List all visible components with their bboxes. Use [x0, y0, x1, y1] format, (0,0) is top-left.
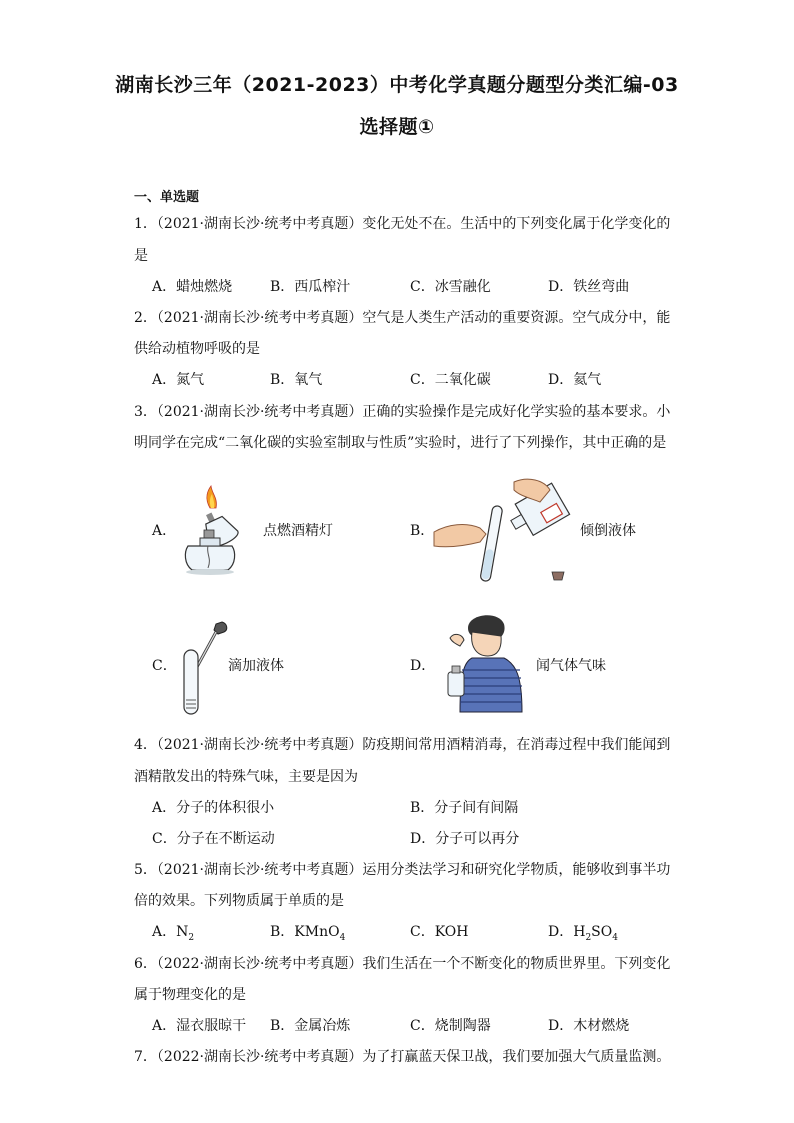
- dropping-liquid-illustration: [178, 620, 228, 720]
- q1-option-d: D．铁丝弯曲: [548, 279, 630, 295]
- q7-stem-line1: 7．（2022·湖南长沙·统考中考真题）为了打赢蓝天保卫战，我们要加强大气质量监测。: [134, 1049, 671, 1065]
- q6-option-a: A．湿衣服晾干: [152, 1018, 247, 1034]
- q1-option-a: A．蜡烛燃烧: [152, 279, 233, 295]
- q5-option-b: B．KMnO$_4$: [270, 924, 346, 943]
- q3-caption-a: 点燃酒精灯: [263, 523, 333, 539]
- q3-caption-c: 滴加液体: [228, 658, 284, 674]
- q2-option-a: A．氮气: [152, 372, 205, 388]
- q6-stem-line1: 6．（2022·湖南长沙·统考中考真题）我们生活在一个不断变化的物质世界里。下列变化: [134, 956, 671, 972]
- q3-stem-line1: 3．（2021·湖南长沙·统考中考真题）正确的实验操作是完成好化学实验的基本要求。小: [134, 404, 671, 420]
- q3-caption-b: 倾倒液体: [580, 523, 636, 539]
- q2-stem-line1: 2．（2021·湖南长沙·统考中考真题）空气是人类生产活动的重要资源。空气成分中，能: [134, 310, 671, 326]
- q1-option-c: C．冰雪融化: [410, 279, 491, 295]
- q4-option-c: C．分子在不断运动: [152, 831, 275, 847]
- q2-stem-line2: 供给动植物呼吸的是: [134, 341, 260, 357]
- smelling-gas-illustration: [446, 612, 532, 712]
- q1-stem-line2: 是: [134, 248, 148, 264]
- q6-option-b: B．金属冶炼: [270, 1018, 351, 1034]
- q5-stem-line2: 倍的效果。下列物质属于单质的是: [134, 893, 344, 909]
- q6-option-c: C．烧制陶器: [410, 1018, 491, 1034]
- document-title: 湖南长沙三年（2021-2023）中考化学真题分题型分类汇编-03: [115, 74, 679, 96]
- q4-stem-line2: 酒精散发出的特殊气味，主要是因为: [134, 769, 358, 785]
- pouring-liquid-illustration: [434, 476, 584, 586]
- q4-option-d: D．分子可以再分: [410, 831, 520, 847]
- q3-option-d-letter: D．: [410, 658, 436, 674]
- q1-stem-line1: 1．（2021·湖南长沙·统考中考真题）变化无处不在。生活中的下列变化属于化学变化的: [134, 216, 671, 232]
- q3-option-b-letter: B．: [410, 523, 435, 539]
- q2-option-d: D．氦气: [548, 372, 602, 388]
- q6-option-d: D．木材燃烧: [548, 1018, 630, 1034]
- q3-option-c-letter: C．: [152, 658, 177, 674]
- q4-option-a: A．分子的体积很小: [152, 800, 275, 816]
- q3-option-a-letter: A．: [152, 523, 177, 539]
- q5-option-c: C．KOH: [410, 924, 469, 940]
- document-subtitle: 选择题①: [359, 116, 435, 138]
- q4-stem-line1: 4．（2021·湖南长沙·统考中考真题）防疫期间常用酒精消毒，在消毒过程中我们能闻到: [134, 737, 671, 753]
- q3-stem-line2: 明同学在完成“二氧化碳的实验室制取与性质”实验时，进行了下列操作，其中正确的是: [134, 435, 667, 451]
- q5-option-a: A．$N_2$: [152, 924, 195, 943]
- q3-caption-d: 闻气体气味: [536, 658, 606, 674]
- q5-stem-line1: 5．（2021·湖南长沙·统考中考真题）运用分类法学习和研究化学物质，能够收到事半功: [134, 862, 671, 878]
- q4-option-b: B．分子间有间隔: [410, 800, 519, 816]
- q5-option-d: D．$H_2SO_4$: [548, 924, 618, 943]
- q2-option-b: B．氧气: [270, 372, 323, 388]
- alcohol-lamp-lighting-illustration: [178, 486, 260, 576]
- q6-stem-line2: 属于物理变化的是: [134, 987, 246, 1003]
- q1-option-b: B．西瓜榨汁: [270, 279, 351, 295]
- q2-option-c: C．二氧化碳: [410, 372, 491, 388]
- section-heading: 一、单选题: [134, 190, 200, 205]
